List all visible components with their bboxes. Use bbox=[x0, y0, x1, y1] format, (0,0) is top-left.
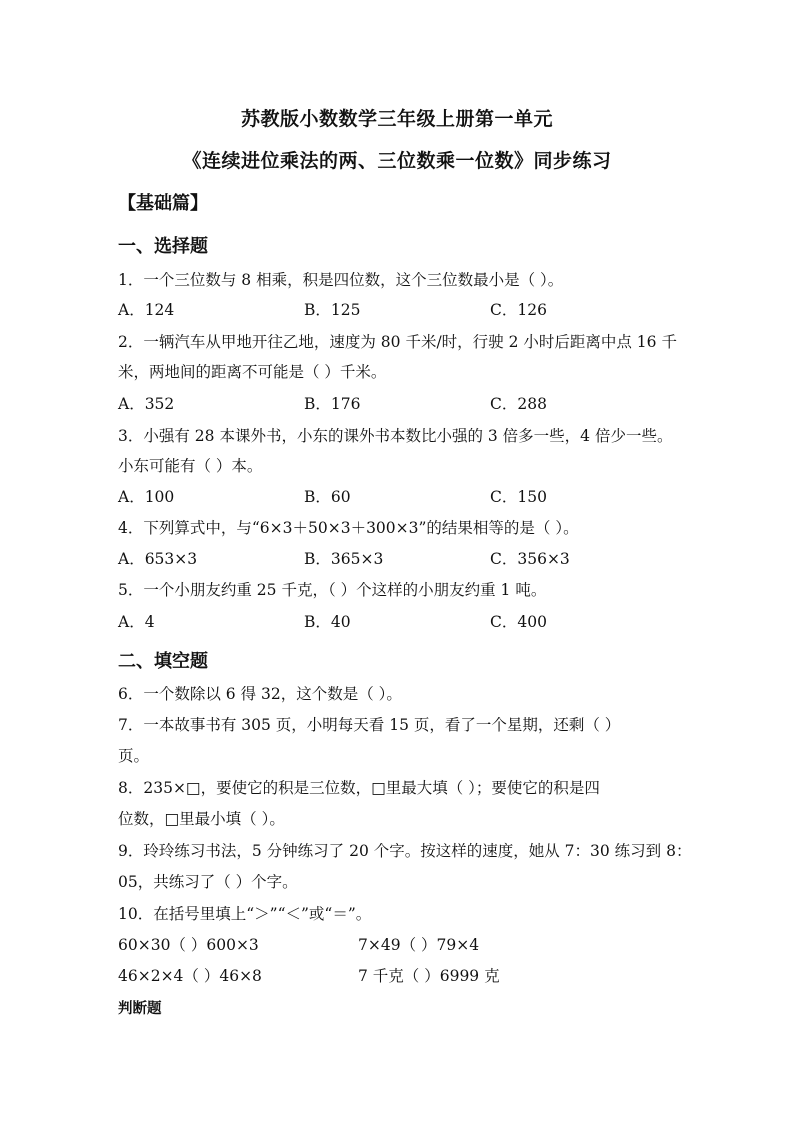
question-5-option-b: B．40 bbox=[304, 613, 351, 631]
question-8-text-line2: 位数，□里最小填（ ）。 bbox=[118, 810, 285, 828]
compare-row2-right: 7 千克（ ）6999 克 bbox=[358, 967, 500, 985]
question-5-option-c: C．400 bbox=[490, 613, 547, 631]
question-6-text: 6．一个数除以 6 得 32，这个数是（ ）。 bbox=[118, 685, 402, 703]
compare-row2-left: 46×2×4（ ）46×8 bbox=[118, 967, 262, 985]
basic-section-heading: 【基础篇】 bbox=[118, 193, 208, 214]
question-2-text-line1: 2．一辆汽车从甲地开往乙地，速度为 80 千米/时，行驶 2 小时后距离中点 16 千 bbox=[118, 333, 677, 351]
compare-row1-right: 7×49（ ）79×4 bbox=[358, 936, 480, 954]
compare-row1-left: 60×30（ ）600×3 bbox=[118, 936, 259, 954]
question-2-option-c: C．288 bbox=[490, 395, 547, 413]
question-2-text-line2: 米，两地间的距离不可能是（ ）千米。 bbox=[118, 363, 387, 381]
question-9-text-line1: 9．玲玲练习书法，5 分钟练习了 20 个字。按这样的速度，她从 7：30 练习到 8： bbox=[118, 842, 692, 860]
question-7-text-line2: 页。 bbox=[118, 747, 150, 765]
question-4-option-c: C．356×3 bbox=[490, 550, 570, 568]
question-4-text: 4．下列算式中，与“6×3＋50×3＋300×3”的结果相等的是（ ）。 bbox=[118, 519, 579, 537]
question-2-option-b: B．176 bbox=[304, 395, 361, 413]
question-3-option-b: B．60 bbox=[304, 488, 351, 506]
question-5-option-a: A．4 bbox=[118, 613, 155, 631]
question-3-option-a: A．100 bbox=[118, 488, 175, 506]
question-9-text-line2: 05，共练习了（ ）个字。 bbox=[118, 873, 298, 891]
question-1-option-a: A．124 bbox=[118, 301, 175, 319]
question-3-option-c: C．150 bbox=[490, 488, 547, 506]
question-3-text-line2: 小东可能有（ ）本。 bbox=[118, 457, 263, 475]
worksheet-title-line1: 苏教版小数数学三年级上册第一单元 bbox=[240, 108, 553, 130]
question-8-text-line1: 8．235×□，要使它的积是三位数，□里最大填（ ）；要使它的积是四 bbox=[118, 779, 600, 797]
question-1-text: 1．一个三位数与 8 相乘，积是四位数，这个三位数最小是（ ）。 bbox=[118, 271, 564, 289]
question-4-option-b: B．365×3 bbox=[304, 550, 384, 568]
question-3-text-line1: 3．小强有 28 本课外书，小东的课外书本数比小强的 3 倍多一些，4 倍少一些。 bbox=[118, 427, 673, 445]
question-2-option-a: A．352 bbox=[118, 395, 175, 413]
question-7-text-line1: 7．一本故事书有 305 页，小明每天看 15 页，看了一个星期，还剩（ ） bbox=[118, 716, 621, 734]
question-4-option-a: A．653×3 bbox=[118, 550, 198, 568]
question-1-option-c: C．126 bbox=[490, 301, 547, 319]
choice-section-heading: 一、选择题 bbox=[118, 236, 208, 257]
true-false-section-heading: 判断题 bbox=[118, 1000, 162, 1017]
question-1-option-b: B．125 bbox=[304, 301, 361, 319]
worksheet-title-line2: 《连续进位乘法的两、三位数乘一位数》同步练习 bbox=[182, 150, 612, 172]
question-10-text: 10．在括号里填上“＞”“＜”或“＝”。 bbox=[118, 905, 372, 923]
fill-blank-section-heading: 二、填空题 bbox=[118, 651, 208, 672]
question-5-text: 5．一个小朋友约重 25 千克，（ ）个这样的小朋友约重 1 吨。 bbox=[118, 581, 547, 599]
